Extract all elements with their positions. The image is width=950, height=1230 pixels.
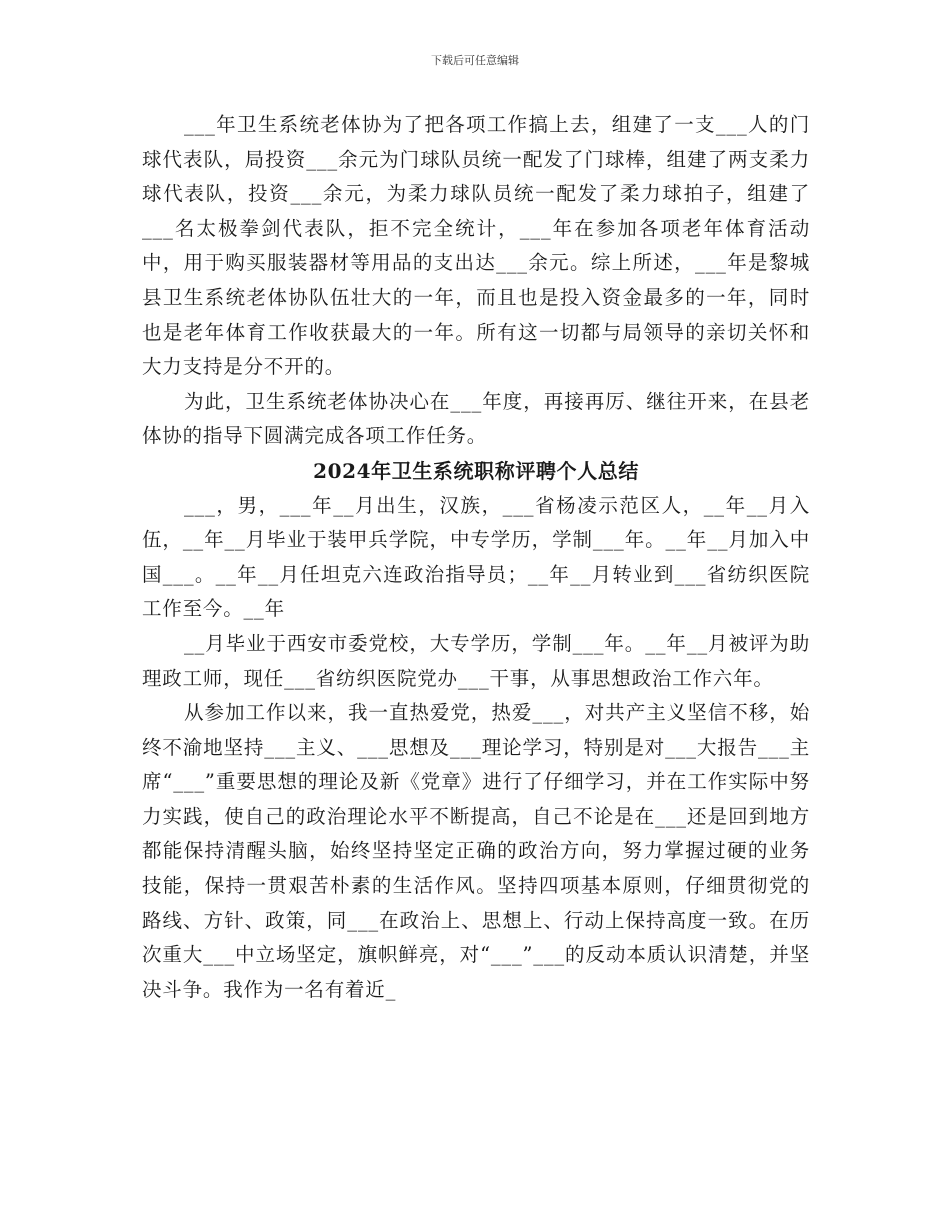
document-body [142,108,810,1007]
paragraph: 从参加工作以来，我一直热爱党，热爱___，对共产主义坚信不移，始终不渝地坚持___主义、___思想及___理论学习，特别是对___大报告___主席“___”重要思想的理论及新《党章》进行了仔细学习，并在工作实际中努力实践，使自己的政治理论水平不断提高，自己不论是在___还是回到地方都能保持清醒头脑，始终坚持坚定正确的政治方向，努力掌握过硬的业务技能，保持一贯艰苦朴素的生活作风。坚持四项基本原则，仔细贯彻党的路线、方针、政策，同___在政治上、思想上、行动上保持高度一致。在历次重大___中立场坚定，旗帜鲜亮，对“___”___的反动本质认识清楚，并坚决斗争。我作为一名有着近_ [142,701,810,1001]
paragraph: ___年卫生系统老体协为了把各项工作搞上去，组建了一支___人的门球代表队，局投资___余元为门球队员统一配发了门球棒，组建了两支柔力球代表队，投资___余元，为柔力球队员统一配发了柔力球拍子，组建了___名太极拳剑代表队，拒不完全统计，___年在参加各项老年体育活动中，用于购买服装器材等用品的支出达___余元。综上所述，___年是黎城县卫生系统老体协队伍壮大的一年，而且也是投入资金最多的一年，同时也是老年体育工作收获最大的一年。所有这一切都与局领导的亲切关怀和大力支持是分不开的。 [142,113,810,379]
section-title: 2024年卫生系统职称评聘个人总结 [313,458,639,483]
paragraph: 为此，卫生系统老体协决心在___年度，再接再厉、继往开来，在县老体协的指导下圆满完成各项工作任务。 [142,389,810,448]
page-header: 下载后可任意编辑 [431,54,519,67]
paragraph: __月毕业于西安市委党校，大专学历，学制___年。__年__月被评为助理政工师，现任___省纺织医院党办___干事，从事思想政治工作六年。 [142,631,810,690]
paragraph: ___，男，___年__月出生，汉族，___省杨凌示范区人，__年__月入伍，__年__月毕业于装甲兵学院，中专学历，学制___年。__年__月加入中国___。__年__月任坦克六连政治指导员；__年__月转业到___省纺织医院工作至今。__年 [142,493,810,621]
